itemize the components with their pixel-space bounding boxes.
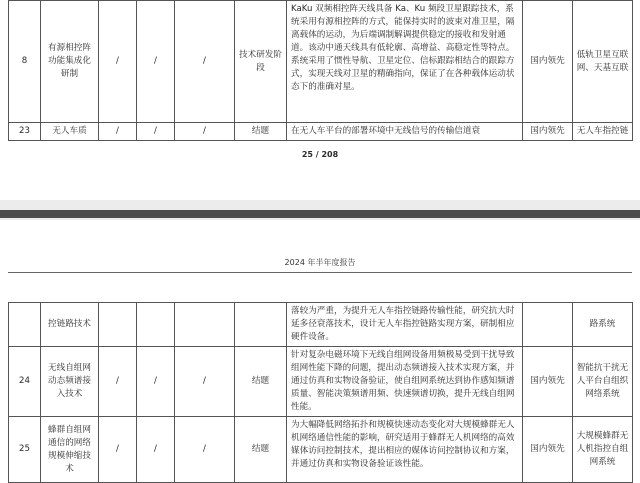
header-rule [8,272,632,273]
row-number: 24 [9,347,41,417]
project-stage: 技术研发阶段 [235,1,287,123]
cell-slash: / [99,347,137,417]
cell-slash: / [99,417,137,483]
technology-level: 国内领先 [523,1,573,123]
cell-slash: / [175,123,235,141]
row-number: 8 [9,1,41,123]
application-field: 智能抗干扰无人平台自组织网络系统 [573,347,633,417]
row-number [9,303,41,347]
cell-slash: / [137,347,175,417]
cell-slash: / [99,1,137,123]
project-name: 有源相控阵功能集成化研制 [41,1,99,123]
document-page-26 [0,220,640,478]
document-page-25 [0,0,640,168]
project-description: 在无人车平台的部署环境中无线信号的传输信道衰 [287,123,523,141]
project-stage: 结题 [235,123,287,141]
research-projects-table-top [8,0,633,141]
application-field: 无人车指控链 [573,123,633,141]
project-description: KaKu 双频相控阵天线具备 Ka、Ku 频段卫星跟踪技术，系统采用有源相控阵的方式，能保持实时的波束对准卫星，隔离载体的运动，为后端调制解调提供稳定的接收和发射通道。该动中通天线具有低轮廓、高增益、高稳定性等特点。系统采用了惯性导航、卫星定位、信标跟踪相结合的跟踪方式，实现天线对卫星的精确指向，保证了在各种载体运动状态下的准确对星。 [287,1,523,123]
cell-slash: / [137,123,175,141]
technology-level [523,303,573,347]
cell-slash: / [175,417,235,483]
project-stage [235,303,287,347]
project-description: 落较为严重，为提升无人车指控链路传输性能，研究抗大时延多径衰落技术，设计无人车指控链路实现方案，研制相应硬件设备。 [287,303,523,347]
cell-empty [137,303,175,347]
cell-slash: / [99,123,137,141]
project-name: 无线自组网动态频谱接入技术 [41,347,99,417]
row-number: 25 [9,417,41,483]
application-field: 路系统 [573,303,633,347]
row-number: 23 [9,123,41,141]
cell-empty [99,303,137,347]
table-row [9,347,633,417]
table-row [9,1,633,123]
project-description: 为大幅降低网络拓扑和规模快速动态变化对大规模蜂群无人机网络通信性能的影响，研究适用于蜂群无人机网络的高效媒体访问控制技术，提出相应的媒体访问控制协议和方案，并通过仿真和实物设备验证该性能。 [287,417,523,483]
project-name: 控链路技术 [41,303,99,347]
cell-empty [175,303,235,347]
report-header-title: 2024 年半年度报告 [284,258,356,267]
table-row [9,123,633,141]
project-stage: 结题 [235,417,287,483]
cell-slash: / [175,347,235,417]
page-separator-bar [0,210,640,218]
project-stage: 结题 [235,347,287,417]
page-number: 25 / 208 [301,150,339,159]
project-description: 针对复杂电磁环境下无线自组网设备用频极易受到干扰导致组网性能下降的问题，提出动态频谱接入技术实现方案，并通过仿真和实物设备验证，使自组网系统达到协作感知频谱质量、智能决策频谱用频、快速频谱切换，提升无线自组网性能。 [287,347,523,417]
project-name: 蜂群自组网通信的网络规模伸缩技术 [41,417,99,483]
technology-level: 国内领先 [523,347,573,417]
cell-slash: / [137,417,175,483]
technology-level: 国内领先 [523,417,573,483]
application-field: 低轨卫星互联网、天基互联 [573,1,633,123]
research-projects-table-bottom [8,302,633,483]
table-row [9,417,633,483]
cell-slash: / [137,1,175,123]
technology-level: 国内领先 [523,123,573,141]
project-name: 无人车质 [41,123,99,141]
cell-slash: / [175,1,235,123]
table-row [9,303,633,347]
application-field: 大规模蜂群无人机指控自组网系统 [573,417,633,483]
